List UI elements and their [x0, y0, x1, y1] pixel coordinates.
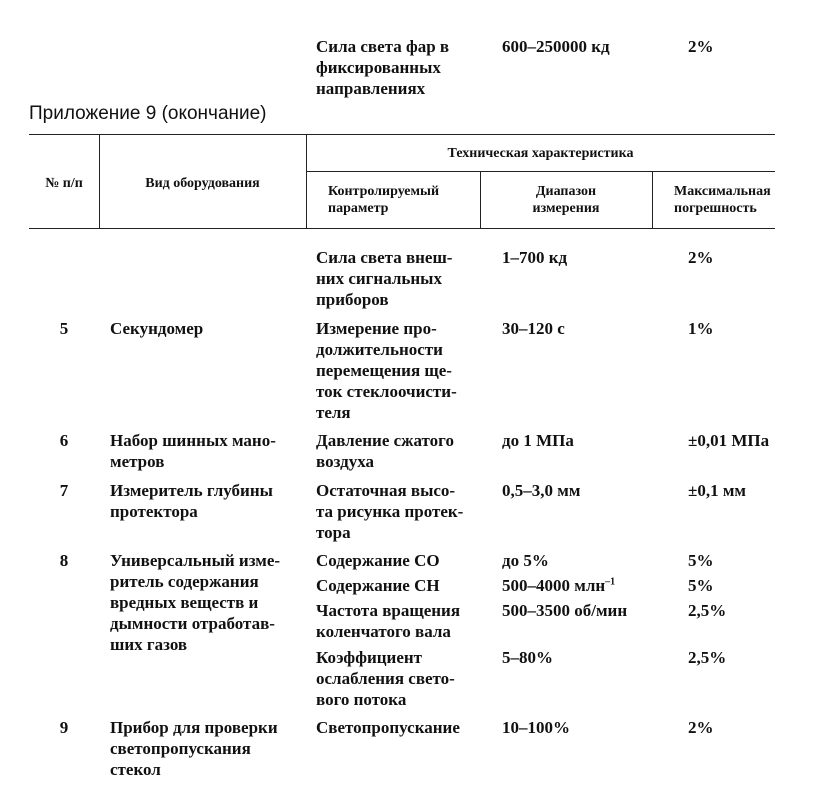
row-6-num: 6	[59, 431, 69, 450]
row-0-range: 1–700 кд	[502, 248, 568, 267]
row-5-num: 5	[59, 319, 69, 338]
continuation-error: 2%	[688, 37, 714, 56]
table-caption: Приложение 9 (окончание)	[29, 103, 267, 124]
row-0-error: 2%	[688, 248, 714, 267]
row-8a-parameter: Содержание СО	[316, 551, 440, 570]
continuation-range: 600–250000 кд	[502, 37, 610, 56]
row-8d-parameter: Коэффициент ослабления свето- вого потока	[316, 648, 455, 709]
table-header-bottom-rule	[29, 228, 775, 229]
row-9-parameter: Светопропускание	[316, 718, 460, 737]
row-5-range: 30–120 с	[502, 319, 565, 338]
row-9-num: 9	[59, 718, 69, 737]
header-divider-4	[652, 171, 653, 228]
row-8c-range: 500–3500 об/мин	[502, 601, 628, 620]
row-8a-error: 5%	[688, 551, 714, 570]
table-subheader-rule	[306, 171, 775, 172]
row-0-parameter: Сила света внеш- них сигнальных приборов	[316, 248, 453, 309]
row-6-error: ±0,01 МПа	[688, 431, 770, 450]
row-8c-error: 2,5%	[688, 601, 727, 620]
row-8a-range: до 5%	[502, 551, 549, 570]
row-6-equipment: Набор шинных мано- метров	[110, 431, 276, 471]
row-8b-range: 500–4000 млн$^{-1}$	[502, 576, 616, 595]
row-5-error: 1%	[688, 319, 714, 338]
row-5-parameter: Измерение про- должительности перемещения ще- ток стеклоочисти- теля	[316, 319, 457, 422]
row-7-equipment: Измеритель глубины протектора	[110, 481, 273, 521]
row-7-error: ±0,1 мм	[688, 481, 746, 500]
header-num: № п/п	[45, 176, 83, 191]
row-7-range: 0,5–3,0 мм	[502, 481, 581, 500]
row-8-equipment: Универсальный изме- ритель содержания вредных веществ и дымности отработав- ших газов	[110, 551, 281, 654]
header-equipment: Вид оборудования	[145, 176, 260, 191]
row-9-error: 2%	[688, 718, 714, 737]
row-8d-error: 2,5%	[688, 648, 727, 667]
row-9-equipment: Прибор для проверки светопропускания стекол	[110, 718, 278, 779]
continuation-parameter: Сила света фар в фиксированных направлениях	[316, 37, 450, 98]
row-7-num: 7	[59, 481, 69, 500]
row-8b-parameter: Содержание СН	[316, 576, 440, 595]
table-top-rule	[29, 134, 775, 135]
row-7-parameter: Остаточная высо- та рисунка протек- тора	[316, 481, 464, 542]
row-6-parameter: Давление сжатого воздуха	[316, 431, 454, 471]
row-8d-range: 5–80%	[502, 648, 553, 667]
row-8b-error: 5%	[688, 576, 714, 595]
row-5-equipment: Секундомер	[110, 319, 204, 338]
header-range: Диапазон измерения	[532, 184, 600, 216]
header-error: Максимальная погрешность	[674, 184, 771, 216]
row-8-num: 8	[59, 551, 69, 570]
row-8c-parameter: Частота вращения коленчатого вала	[316, 601, 461, 641]
row-6-range: до 1 МПа	[502, 431, 574, 450]
header-tech: Техническая характеристика	[447, 146, 634, 161]
header-parameter: Контролируемый параметр	[328, 184, 440, 216]
row-9-range: 10–100%	[502, 718, 570, 737]
